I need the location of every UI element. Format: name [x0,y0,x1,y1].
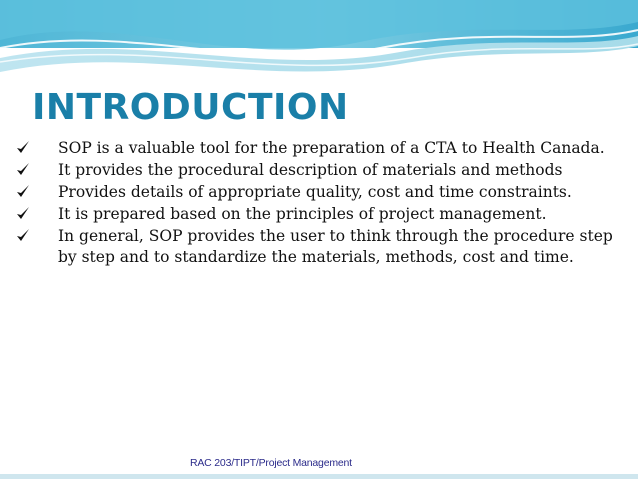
bullet-list [16,138,616,269]
bullet-item [16,204,616,225]
check-mark-icon [16,228,30,243]
bottom-bar-decoration [0,474,638,479]
slide-footer: RAC 203/TIPT/Project Management [190,457,352,469]
bullet-text: SOP is a valuable tool for the preparation of a CTA to Health Canada. [58,139,605,157]
bullet-text: Provides details of appropriate quality, cost and time constraints. [58,183,572,201]
check-mark-icon [16,184,30,199]
slide-title: INTRODUCTION [32,87,349,128]
wave-header-decoration [0,0,638,78]
bullet-text: It provides the procedural description of materials and methods [58,161,563,179]
check-mark-icon [16,162,30,177]
check-mark-icon [16,140,30,155]
bullet-item [16,226,616,268]
bullet-item [16,182,616,203]
bullet-item [16,138,616,159]
bullet-text: In general, SOP provides the user to think through the procedure step by step and to standardize the materials, methods, cost and time. [58,227,613,266]
check-mark-icon [16,206,30,221]
bullet-item [16,160,616,181]
bullet-text: It is prepared based on the principles of project management. [58,205,547,223]
